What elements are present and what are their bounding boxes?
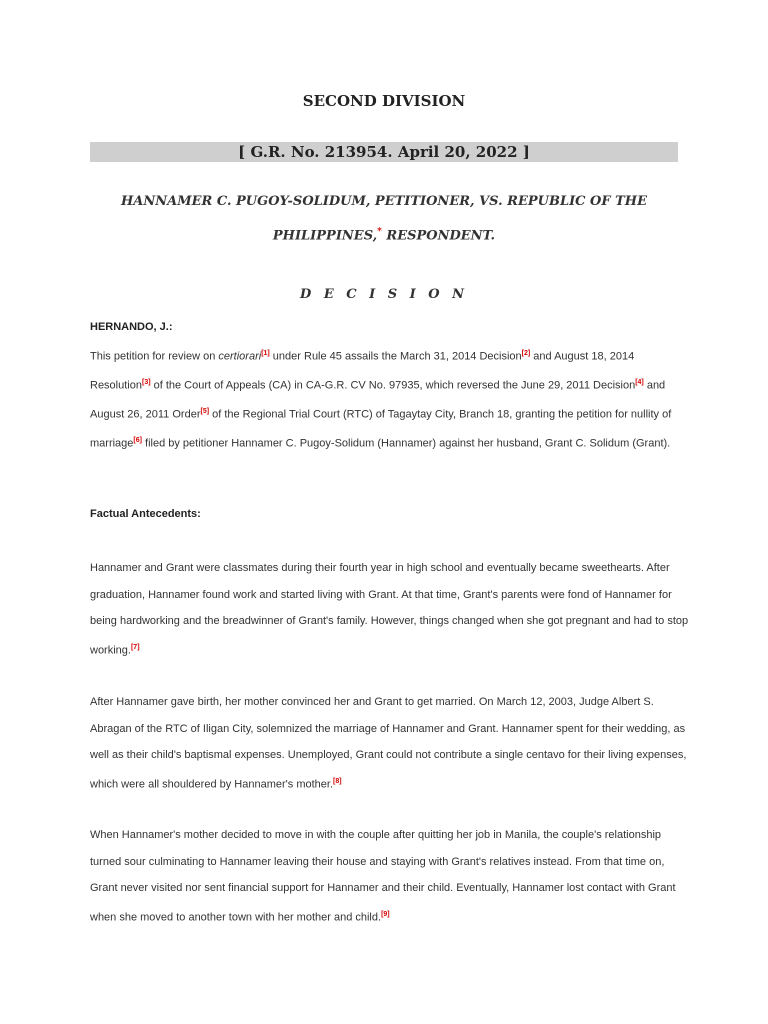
footnote-link-2[interactable]: [2] [521,350,531,357]
paragraph-text: Hannamer and Grant were classmates during their fourth year in high school and eventually became sweethearts. After graduation, Hannamer found work and started living with Grant. At that time, Grant's parents were fond of Hannamer for being hardworking and the breadwinner of Grant's family. However, things changed when she got pregnant and had to stop working. [90,562,689,657]
intro-paragraph [90,341,690,458]
footnote-link-5[interactable]: [5] [200,408,210,416]
footnote-link-9[interactable]: [9] [381,910,390,918]
decision-title: D E C I S I O N [300,287,468,302]
paragraph-text: When Hannamer's mother decided to move in with the couple after quitting her job in Manila, the couple's relationship turned sour culminating to Hannamer leaving their house and staying with Grant's relatives instead. From that time on, Grant never visited nor sent financial support for Hannamer and their child. Eventually, Hannamer lost contact with Grant when she moved to another town with her mother and child. [90,829,676,924]
parties-respondent: RESPONDENT. [381,228,496,244]
antecedents-paragraph-3 [90,822,690,931]
footnote-link-6[interactable]: [6] [133,437,142,445]
footnote-link-7[interactable]: [7] [130,643,140,651]
section-heading: Factual Antecedents: [90,508,201,520]
intro-text-3: and August 18, 2014 Resolution [90,350,635,392]
case-number: [ G.R. No. 213954. April 20, 2022 ] [238,143,530,161]
intro-text-6: of the Regional Trial Court (RTC) of Tagaytay City, Branch 18, granting the petition for nullity of marriage [90,408,672,451]
footnote-link-3[interactable]: [3] [141,379,151,387]
case-number-bar [90,142,678,162]
case-parties [100,186,668,251]
footnote-link-4[interactable]: [4] [635,379,644,387]
intro-text-2: under Rule 45 assails the March 31, 2014 Decision [269,350,522,363]
paragraph-text: After Hannamer gave birth, her mother convinced her and Grant to get married. On March 12, 2003, Judge Albert S. Abragan of the RTC of Iligan City, solemnized the marriage of Hannamer and Grant. Hannamer spent for their wedding, as well as their child's baptismal expenses. Unemployed, Grant could not contribute a single centavo for their living expenses, which were all shouldered by Hannamer's mother. [90,696,687,791]
intro-text-1: This petition for review on [90,350,219,363]
intro-text-4: of the Court of Appeals (CA) in CA-G.R. CV No. 97935, which reversed the June 29, 2011 Decision [150,379,636,392]
intro-text-5: and August 26, 2011 Order [90,379,666,421]
intro-italic-term: certiorari [218,350,262,363]
antecedents-paragraph-2 [90,689,690,798]
ponente: HERNANDO, J.: [90,321,173,333]
respondent-footnote-mark[interactable]: * [377,227,382,237]
antecedents-paragraph-1 [90,555,690,664]
footnote-link-8[interactable]: [8] [333,777,342,785]
footnote-link-1[interactable]: [1] [261,350,270,357]
parties-text: HANNAMER C. PUGOY-SOLIDUM, PETITIONER, VS. REPUBLIC OF THE PHILIPPINES, [121,194,647,244]
intro-text-7: filed by petitioner Hannamer C. Pugoy-Solidum (Hannamer) against her husband, Grant C. Solidum (Grant). [141,438,671,451]
division-heading: SECOND DIVISION [302,92,466,110]
